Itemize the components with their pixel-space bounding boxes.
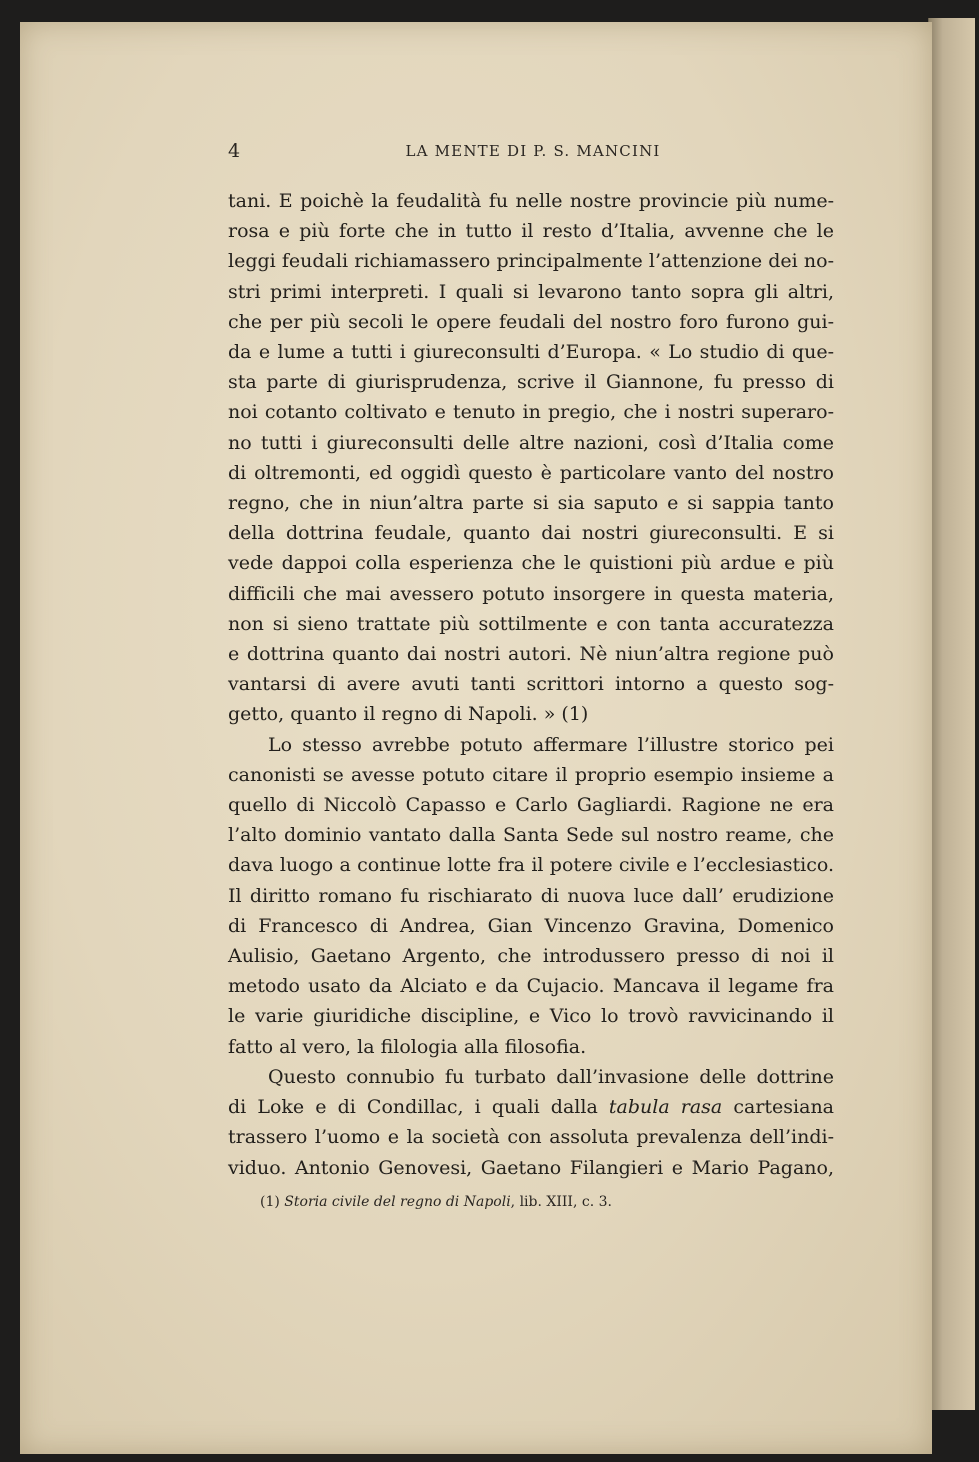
text-line: dava luogo a continue lotte fra il potere civile e l’ecclesiastico. (228, 854, 834, 877)
text-segment: cartesiana (733, 1096, 835, 1119)
text-line: vede dappoi colla esperienza che le quistioni più ardue e più (228, 552, 834, 575)
footnote (260, 1194, 612, 1210)
text-line: rosa e più forte che in tutto il resto d’Italia, avvenne che le (228, 220, 834, 243)
text-line: e dottrina quanto dai nostri autori. Nè niun’altra regione può (228, 643, 834, 666)
text-line: fatto al vero, la filologia alla filosofia. (228, 1035, 587, 1058)
text-line: getto, quanto il regno di Napoli. » (1) (228, 703, 589, 726)
text-line: da e lume a tutti i giureconsulti d’Europa. « Lo studio di que- (228, 341, 834, 364)
text-line: trassero l’uomo e la società con assoluta prevalenza dell’indi- (228, 1126, 834, 1149)
footnote-marker: (1) (260, 1194, 280, 1210)
text-line: no tutti i giureconsulti delle altre nazioni, così d’Italia come (228, 431, 834, 454)
text-line: della dottrina feudale, quanto dai nostri giureconsulti. E si (228, 522, 834, 545)
text-segment: di Loke e di Condillac, i quali dalla (228, 1096, 598, 1119)
running-title: LA MENTE DI P. S. MANCINI (405, 142, 661, 160)
text-line: Il diritto romano fu rischiarato di nuova luce dall’ erudizione (228, 884, 834, 907)
text-line: difficili che mai avessero potuto insorgere in questa materia, (228, 582, 834, 605)
page-header (228, 140, 838, 170)
text-line: Aulisio, Gaetano Argento, che introdussero presso di noi il (228, 945, 834, 968)
body-text (228, 186, 834, 1183)
text-line: di oltremonti, ed oggidì questo è particolare vanto del nostro (228, 461, 834, 484)
text-line: regno, che in niun’altra parte si sia saputo e si sappia tanto (228, 492, 834, 515)
text-line: vantarsi di avere avuti tanti scrittori intorno a questo sog- (228, 673, 834, 696)
text-line: l’alto dominio vantato dalla Santa Sede sul nostro reame, che (228, 824, 834, 847)
text-line: viduo. Antonio Genovesi, Gaetano Filangieri e Mario Pagano, (228, 1156, 834, 1179)
text-line: tani. E poichè la feudalità fu nelle nostre provincie più nume- (228, 190, 834, 212)
text-line: non si sieno trattate più sottilmente e con tanta accuratezza (228, 612, 834, 635)
text-line: stri primi interpreti. I quali si levarono tanto sopra gli altri, (228, 280, 834, 303)
paragraph-start-line: Questo connubio fu turbato dall’invasione delle dottrine (268, 1065, 834, 1088)
footnote-reference: , lib. XIII, c. 3. (510, 1194, 612, 1210)
footnote-title: Storia civile del regno di Napoli (284, 1194, 511, 1210)
text-line: metodo usato da Alciato e da Cujacio. Mancava il legame fra (228, 975, 834, 998)
facing-page-edge (928, 18, 975, 1410)
text-line: leggi feudali richiamassero principalmente l’attenzione dei no- (228, 250, 834, 273)
text-line-with-italic (228, 1092, 834, 1122)
text-line: di Francesco di Andrea, Gian Vincenzo Gravina, Domenico (228, 914, 834, 937)
text-line: noi cotanto coltivato e tenuto in pregio, che i nostri superaro- (228, 401, 834, 424)
text-line: che per più secoli le opere feudali del nostro foro furono gui- (228, 310, 834, 333)
italic-phrase: tabula rasa (608, 1096, 723, 1119)
text-line: quello di Niccolò Capasso e Carlo Gagliardi. Ragione ne era (228, 794, 834, 817)
text-line: le varie giuridiche discipline, e Vico lo trovò ravvicinando il (228, 1005, 834, 1028)
paragraph-start-line: Lo stesso avrebbe potuto affermare l’illustre storico pei (268, 733, 834, 756)
text-line: canonisti se avesse potuto citare il proprio esempio insieme a (228, 763, 834, 786)
page-number: 4 (228, 140, 241, 162)
text-line: sta parte di giurisprudenza, scrive il Giannone, fu presso di (228, 371, 834, 394)
